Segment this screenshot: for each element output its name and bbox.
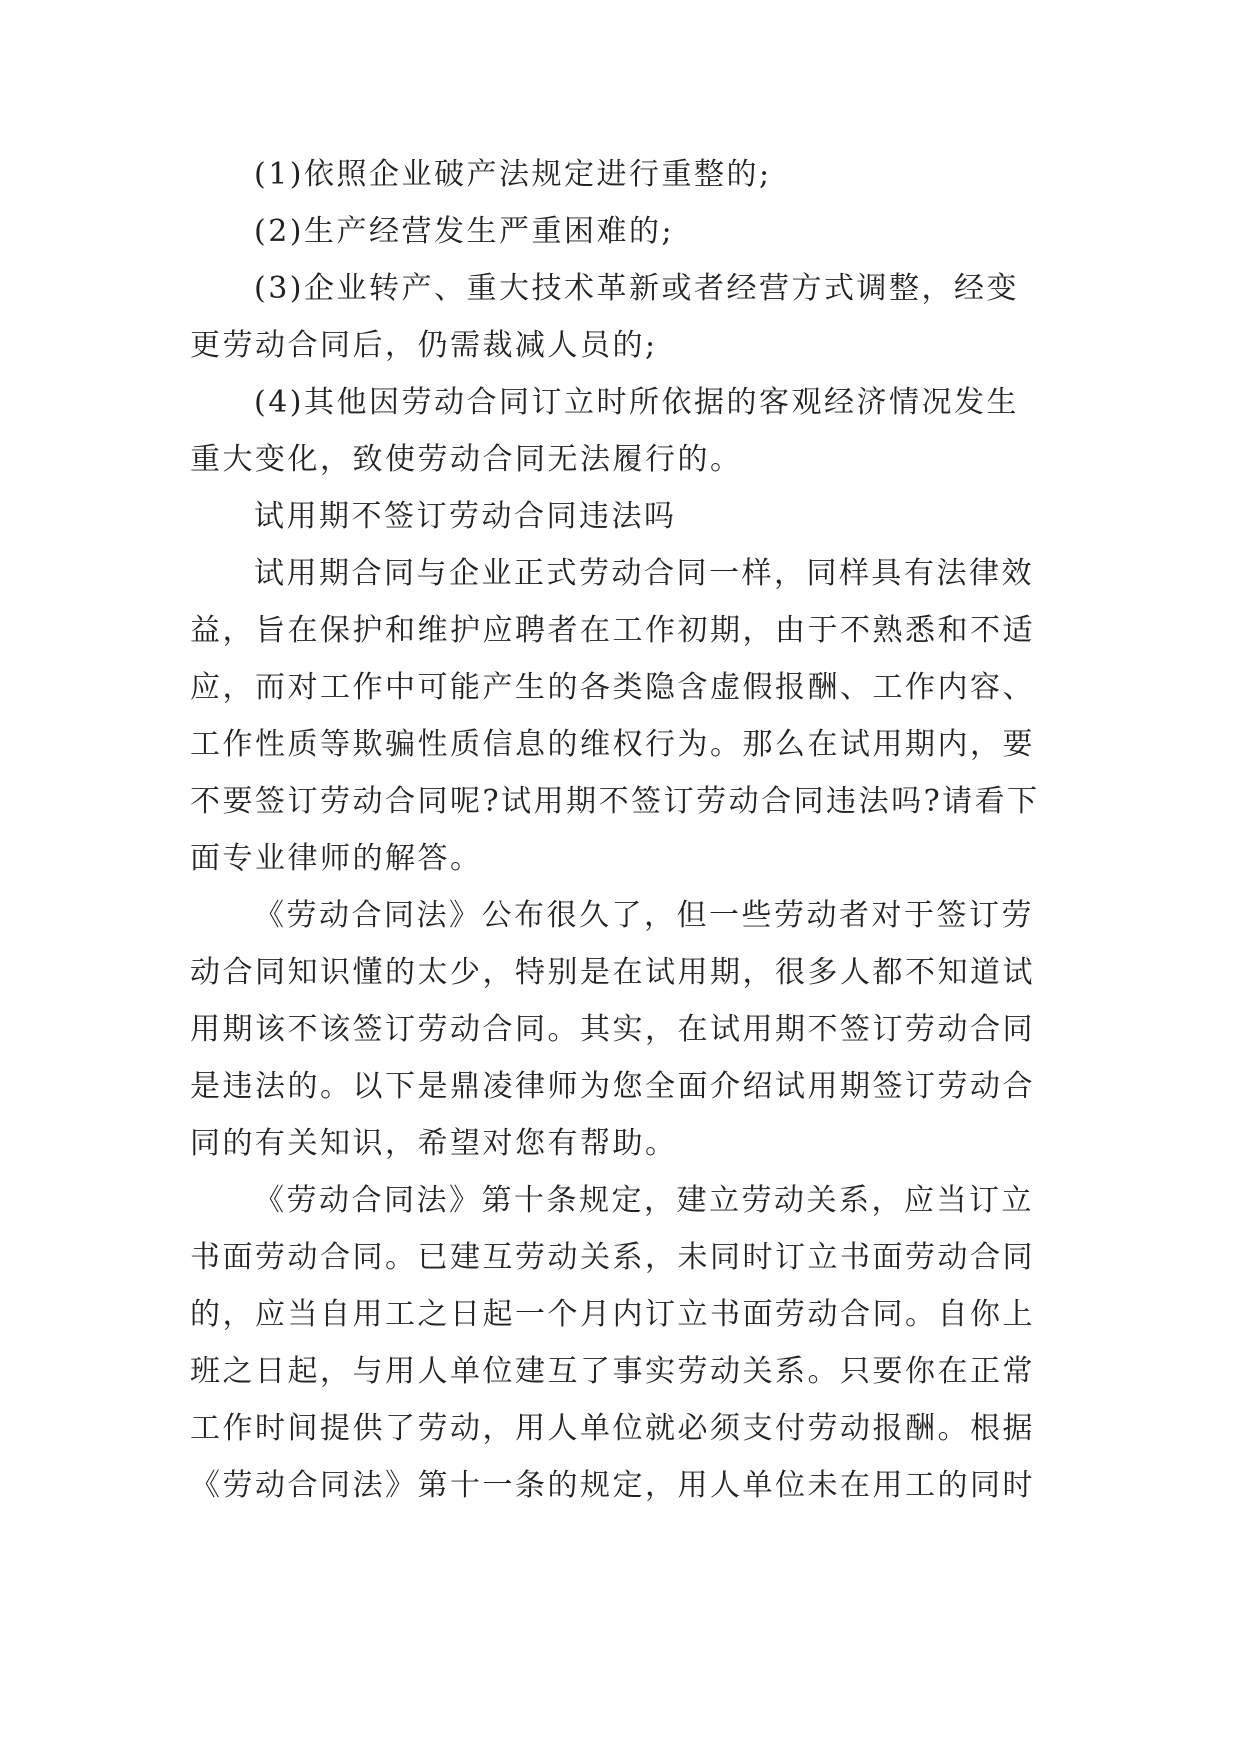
text-line: 是违法的。以下是鼎凌律师为您全面介绍试用期签订劳动合	[190, 1069, 1035, 1104]
text-line: 同的有关知识，希望对您有帮助。	[190, 1126, 678, 1161]
text-line: 动合同知识懂的太少，特别是在试用期，很多人都不知道试	[190, 955, 1035, 990]
text-line: 《劳动合同法》公布很久了，但一些劳动者对于签订劳	[254, 898, 1034, 933]
text-line: 重大变化，致使劳动合同无法履行的。	[190, 442, 743, 477]
text-line: 不要签订劳动合同呢?试用期不签订劳动合同违法吗?请看下	[190, 784, 1040, 819]
text-line: 试用期合同与企业正式劳动合同一样，同样具有法律效	[254, 556, 1034, 591]
text-line: (1)依照企业破产法规定进行重整的;	[254, 157, 772, 192]
section-heading: 试用期不签订劳动合同违法吗	[254, 499, 677, 534]
text-line: 更劳动合同后，仍需裁减人员的;	[190, 328, 658, 363]
text-line: 《劳动合同法》第十条规定，建立劳动关系，应当订立	[254, 1183, 1034, 1218]
text-line: 用期该不该签订劳动合同。其实，在试用期不签订劳动合同	[190, 1012, 1035, 1047]
text-line: 工作性质等欺骗性质信息的维权行为。那么在试用期内，要	[190, 727, 1035, 762]
text-line: 班之日起，与用人单位建互了事实劳动关系。只要你在正常	[190, 1354, 1035, 1389]
text-line: 益，旨在保护和维护应聘者在工作初期，由于不熟悉和不适	[190, 613, 1035, 648]
text-line: (3)企业转产、重大技术革新或者经营方式调整，经变	[254, 271, 1019, 306]
text-line: 《劳动合同法》第十一条的规定，用人单位未在用工的同时	[190, 1468, 1035, 1503]
text-line: (2)生产经营发生严重困难的;	[254, 214, 675, 249]
text-line: 工作时间提供了劳动，用人单位就必须支付劳动报酬。根据	[190, 1411, 1035, 1446]
document-body	[190, 157, 1052, 1528]
text-line: 书面劳动合同。已建互劳动关系，未同时订立书面劳动合同	[190, 1240, 1035, 1275]
text-line: 应，而对工作中可能产生的各类隐含虚假报酬、工作内容、	[190, 670, 1035, 705]
text-line: 的，应当自用工之日起一个月内订立书面劳动合同。自你上	[190, 1297, 1035, 1332]
text-line: (4)其他因劳动合同订立时所依据的客观经济情况发生	[254, 385, 1019, 420]
text-line: 面专业律师的解答。	[190, 841, 483, 876]
